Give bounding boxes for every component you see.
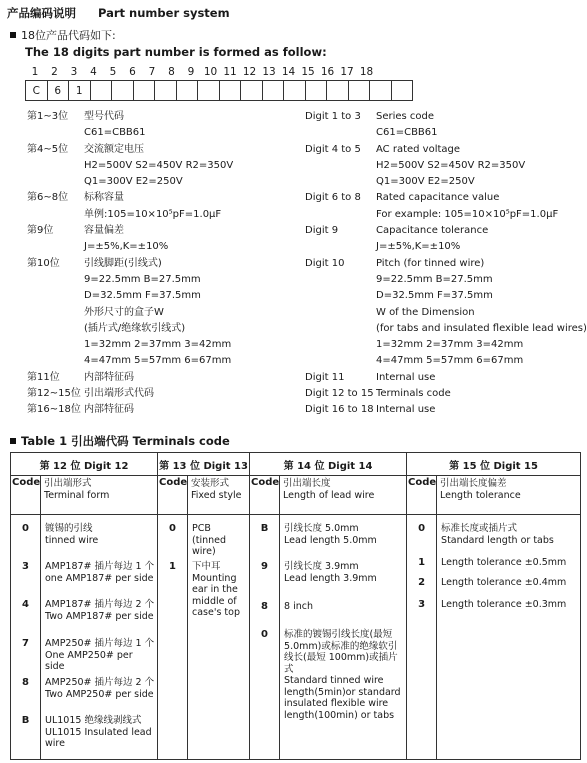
desc-line: 内部特征码 [84,404,134,416]
desc-line: W of the Dimension [376,306,475,318]
desc-line [305,353,374,369]
digit-box [391,80,414,101]
digit-box: C [25,80,48,101]
desc-line: 第9位 [27,225,54,237]
desc-line [27,125,81,141]
desc-line [305,305,374,321]
desc-line: 第1~3位 [27,111,69,122]
digit-number: 3 [70,66,78,78]
desc-line: Q1=300V E2=250V [84,176,183,188]
header-digit-12: 第 12 位 Digit 12 [11,453,158,476]
code-value: B [260,523,269,534]
digit-box: 1 [68,80,91,101]
code-label: Code [407,476,437,515]
desc-line: 9=22.5mm B=27.5mm [84,273,201,285]
digit12-codes [11,515,41,760]
desc-line [305,158,374,174]
desc-line: 单例:105=10×10⁵pF=1.0μF [84,208,222,220]
digit-number: 7 [148,66,156,78]
desc-line: D=32.5mm F=37.5mm [376,290,493,302]
desc-line: Digit 12 to 15 [305,388,374,400]
code-description: 下中耳 Mounting ear in the middle of case's top [192,561,241,618]
desc-line: Digit 11 [305,371,345,383]
header-digit-15: 第 15 位 Digit 15 [407,453,581,476]
desc-line [305,272,374,288]
label-terminal-form: 引出端形式 Terminal form [41,476,158,515]
code-label: Code [11,476,41,515]
digit-box [240,80,263,101]
digit-number: 6 [129,66,136,78]
desc-line: 外形尺寸的盒子W [84,306,164,318]
digit-number: 1 [31,66,39,78]
desc-line: Terminals code [376,388,451,400]
digit15-codes [407,515,437,760]
desc-line [305,288,374,304]
code-description: AMP250# 插片每边 2 个 Two AMP250# per side [45,677,155,700]
desc-line: 容量偏差 [84,225,124,237]
code-value: 1 [418,557,426,568]
desc-line: Digit 4 to 5 [305,143,361,155]
square-bullet-icon [10,438,16,444]
digit14-codes [250,515,280,760]
desc-line: 引出端形式代码 [84,388,154,400]
digit-number: 11 [223,66,237,78]
subtitle-zh: 18位产品代码如下: [21,29,116,42]
digit13-codes [158,515,188,760]
digit-number: 12 [242,66,257,78]
table-header-row [11,453,581,476]
code-description: 标准的镀锡引线长度(最短 5.0mm)或标准的绝缘软引线长(最短 100mm)或插片式 Standard tinned wire length(5min)or standard insulated flexible wire length(100min) or tabs [284,629,401,721]
code-description: AMP187# 插片每边 1 个 one AMP187# per side [45,561,155,584]
digit-box [305,80,328,101]
subtitle-en: The 18 digits part number is formed as follow: [25,45,327,59]
desc-line: 9=22.5mm B=27.5mm [376,273,493,285]
header-digit-14: 第 14 位 Digit 14 [250,453,407,476]
code-description: 标准长度或插片式 Standard length or tabs [441,523,554,546]
desc-line [27,337,81,353]
digit-box [197,80,220,101]
desc-line: 4=47mm 5=57mm 6=67mm [376,355,524,367]
digit12-text [41,515,158,760]
desc-line [27,353,81,369]
desc-line: For example: 105=10×10⁵pF=1.0μF [376,208,559,220]
desc-line: 第6~8位 [27,192,69,204]
code-description: Length tolerance ±0.4mm [441,577,567,588]
desc-line: Internal use [376,404,436,416]
desc-line [305,207,374,223]
desc-line: 标称容量 [84,192,124,204]
desc-line: 第16~18位 [27,404,81,416]
code-value: 0 [22,523,29,534]
digit-box [219,80,242,101]
code-description: 镀锡的引线 tinned wire [45,523,99,546]
digit-box: 6 [47,80,70,101]
desc-line [305,174,374,190]
digit-number: 10 [203,66,218,78]
desc-line: (for tabs and insulated flexible lead wires) [376,322,587,334]
desc-line: 第10位 [27,257,60,269]
desc-zh-values [84,109,233,419]
desc-line: 引线脚距(引线式) [84,257,162,269]
desc-line [27,158,81,174]
desc-line [305,239,374,255]
desc-en-positions [305,109,374,419]
terminals-code-table [10,452,581,760]
desc-line: Internal use [376,371,436,383]
desc-line: 1=32mm 2=37mm 3=42mm [84,339,232,351]
digit-box [133,80,156,101]
desc-line [305,321,374,337]
desc-line: Capacitance tolerance [376,225,489,237]
digit-boxes [25,80,413,101]
desc-line: 1=32mm 2=37mm 3=42mm [376,339,524,351]
desc-line: Digit 16 to 18 [305,404,374,416]
desc-line: 4=47mm 5=57mm 6=67mm [84,355,232,367]
code-value: 2 [418,577,426,588]
desc-line [27,207,81,223]
digit13-text [188,515,250,760]
code-label: Code [250,476,280,515]
code-description: 8 inch [284,601,313,612]
desc-line: Q1=300V E2=250V [376,176,475,188]
digit-number: 15 [301,66,315,78]
subtitle-zh-line [10,27,116,43]
code-description: PCB (tinned wire) [192,523,227,557]
desc-line: H2=500V S2=450V R2=350V [84,159,234,171]
desc-line: Digit 6 to 8 [305,192,361,204]
desc-line [27,321,81,337]
code-value: 8 [261,601,269,612]
code-description: Length tolerance ±0.5mm [441,557,567,568]
digit-box [90,80,113,101]
digit14-text [280,515,407,760]
digit-number: 13 [262,66,276,78]
digit-number: 8 [168,66,175,78]
page-title [7,5,230,21]
desc-line: D=32.5mm F=37.5mm [84,290,201,302]
digit-box [283,80,306,101]
desc-line: 第11位 [27,371,60,383]
desc-line [27,305,81,321]
code-description: 引线长度 3.9mm Lead length 3.9mm [284,561,377,584]
desc-line: Digit 10 [305,257,345,269]
digit-box [326,80,349,101]
desc-line: AC rated voltage [376,143,461,155]
label-lead-length: 引出端长度 Length of lead wire [280,476,407,515]
digit-number: 2 [51,66,58,78]
desc-line: Pitch (for tinned wire) [376,257,485,269]
desc-line [27,288,81,304]
code-value: 8 [22,677,29,688]
digit-number: 17 [340,66,354,78]
digit-box [348,80,371,101]
code-description: 引线长度 5.0mm Lead length 5.0mm [284,523,377,546]
digit-number: 9 [187,66,195,78]
title-zh: 产品编码说明 [7,6,76,20]
digit-box [111,80,134,101]
desc-line: Digit 9 [305,225,339,237]
desc-line: J=±5%,K=±10% [84,241,169,253]
desc-line: C61=CBB61 [376,127,438,139]
digit15-text [437,515,581,760]
desc-line: 交流额定电压 [84,143,144,155]
desc-line: (插片式/绝缘软引线式) [84,322,186,334]
header-digit-13: 第 13 位 Digit 13 [158,453,250,476]
desc-line: H2=500V S2=450V R2=350V [376,159,526,171]
desc-line [27,272,81,288]
desc-line [27,174,81,190]
table-body-row [11,515,581,760]
table-title-line [10,433,230,449]
desc-line: 第4~5位 [27,143,69,155]
desc-line [305,125,374,141]
code-value: 7 [22,638,29,649]
digit-number: 14 [281,66,296,78]
code-value: 0 [169,523,176,534]
code-description: Length tolerance ±0.3mm [441,599,567,610]
desc-line [27,239,81,255]
code-description: AMP250# 插片每边 1 个 One AMP250# per side [45,638,155,672]
digit-number: 5 [109,66,117,78]
desc-line [305,337,374,353]
digit-box [154,80,177,101]
code-label: Code [158,476,188,515]
code-value: 4 [22,599,29,610]
code-value: B [21,715,30,726]
desc-line: Series code [376,111,435,122]
desc-line: 型号代码 [84,111,124,122]
code-value: 1 [169,561,176,572]
table-title: Table 1 引出端代码 Terminals code [21,434,230,448]
code-value: 0 [261,629,269,640]
title-en: Part number system [98,6,230,20]
code-value: 3 [22,561,29,572]
desc-line: Digit 1 to 3 [305,111,361,122]
digit-number: 16 [320,66,335,78]
digit-box [262,80,285,101]
square-bullet-icon [10,32,16,38]
desc-line: J=±5%,K=±10% [376,241,461,253]
code-description: AMP187# 插片每边 2 个 Two AMP187# per side [45,599,155,622]
desc-en-values [376,109,587,419]
digit-number: 4 [90,66,97,78]
label-length-tolerance: 引出端长度偏差 Length tolerance [437,476,581,515]
desc-line: C61=CBB61 [84,127,146,139]
digit-numbers [25,66,425,80]
code-value: 0 [418,523,426,534]
desc-line: 第12~15位 [27,388,81,400]
table-label-row [11,476,581,515]
code-value: 3 [418,599,426,610]
digit-box [176,80,199,101]
label-fixed-style: 安装形式 Fixed style [188,476,250,515]
digit-box [369,80,392,101]
code-description: UL1015 绝缘线剥线式 UL1015 Insulated lead wire [45,715,152,749]
desc-line: 内部特征码 [84,371,134,383]
digit-number: 18 [359,66,374,78]
desc-zh-positions [27,109,81,419]
code-value: 9 [261,561,269,572]
desc-line: Rated capacitance value [376,192,500,204]
